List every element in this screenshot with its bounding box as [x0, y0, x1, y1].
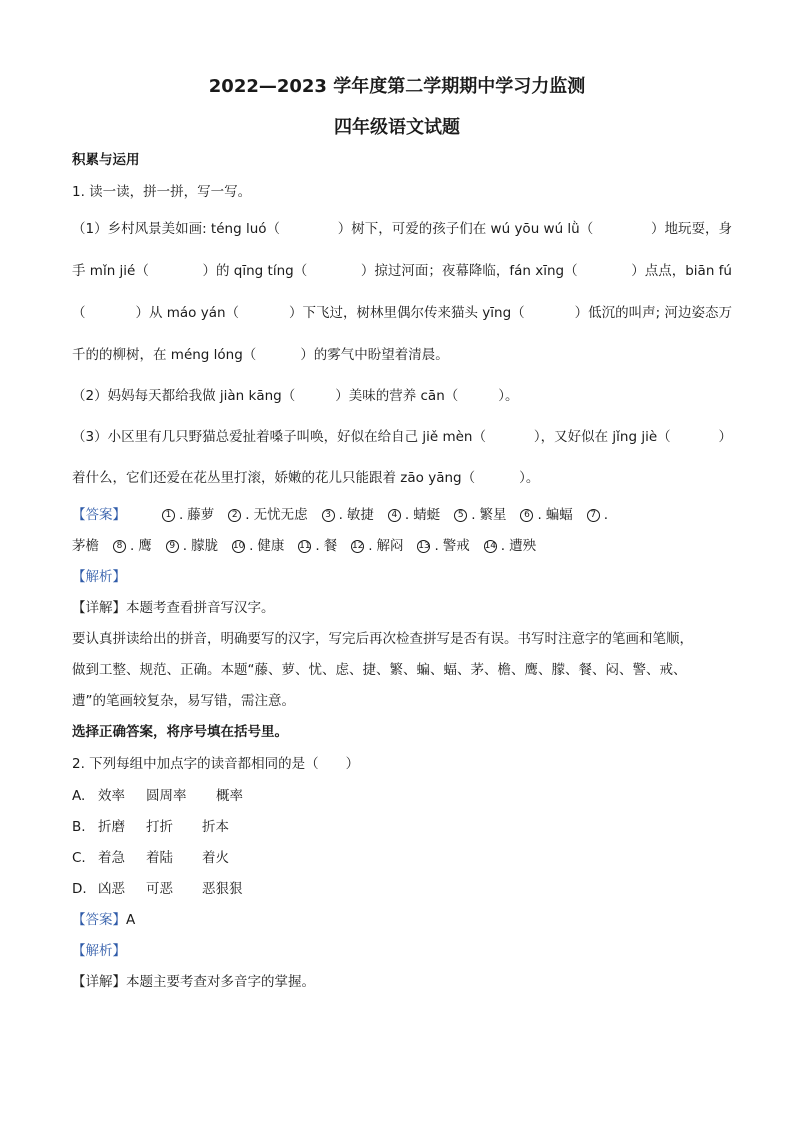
circled-number: 10 — [232, 540, 245, 551]
text-segment: ）。 — [498, 388, 519, 404]
answer-item: 3 . 敏捷 — [322, 505, 374, 525]
text-segment: ）的雾气中盼望着清晨。 — [300, 347, 449, 363]
q1-part2 — [72, 386, 732, 406]
question-2-stem: 2. 下列每组中加点字的读音都相同的是（ ） — [72, 756, 360, 772]
answer-item: 12 . 解闷 — [351, 538, 404, 554]
answer-item: 5 . 繁星 — [454, 505, 506, 525]
section-heading: 选择正确答案，将序号填在括号里。 — [72, 724, 288, 740]
answer-item: 2 . 无忧无虑 — [228, 505, 307, 525]
text-segment: （2）妈妈每天都给我做 jiàn kāng（ — [72, 388, 296, 404]
q1-part3-line1 — [72, 427, 732, 447]
detail-label: 【详解】 — [72, 600, 126, 616]
q1-part1-line4 — [72, 345, 732, 365]
text-segment: 着什么，它们还爱在花丛里打滚，娇嫩的花儿只能跟着 zāo yāng（ — [72, 470, 476, 486]
analysis-body-line: 遭”的笔画较复杂，易写错，需注意。 — [72, 693, 295, 709]
answer-item: 茅檐 — [72, 538, 99, 554]
circled-number: 11 — [299, 540, 311, 551]
text-segment: ）的 qīng tíng（ — [202, 263, 308, 279]
text-segment: 手 mǐn jié（ — [72, 263, 149, 279]
q1-part1-line1 — [72, 219, 732, 239]
circled-number: 8 — [113, 540, 126, 553]
exam-subtitle: 四年级语文试题 — [334, 117, 460, 138]
analysis-body-line: 做到工整、规范、正确。本题“藤、萝、忧、虑、捷、繁、蝙、蝠、茅、檐、鹰、朦、餐、闷、警、戒、 — [72, 662, 687, 678]
q1-part3-line2 — [72, 468, 732, 488]
option-d: D. 凶恶 可恶 恶狠狠 — [72, 881, 243, 897]
text-segment: （1）乡村风景美如画: téng luó（ — [72, 221, 281, 237]
answer-item: 14 . 遭殃 — [484, 538, 537, 554]
analysis-label: 【解析】 — [72, 943, 126, 959]
option-a: A. 效率 圆周率 概率 — [72, 788, 243, 804]
text-segment: 千的的柳树，在 méng lóng（ — [72, 347, 257, 363]
text-segment: ）掠过河面；夜幕降临，fán xīng（ — [360, 263, 578, 279]
exam-title: 2022—2023 学年度第二学期期中学习力监测 — [208, 76, 586, 97]
circled-number: 7 — [587, 509, 600, 522]
circled-number: 6 — [520, 509, 533, 522]
answer-item: 7 . — [587, 505, 608, 525]
answer-1-row1 — [72, 505, 732, 525]
analysis-label: 【解析】 — [72, 569, 126, 585]
circled-number: 13 — [418, 540, 430, 551]
text-segment: ）点点，biān fú — [631, 263, 732, 279]
q1-part1-line3 — [72, 303, 732, 323]
circled-number: 12 — [351, 540, 364, 551]
text-segment: ）。 — [519, 470, 540, 486]
option-b: B. 折磨 打折 折本 — [72, 819, 229, 835]
text-segment: （ — [72, 305, 86, 321]
question-1-stem: 1. 读一读，拼一拼，写一写。 — [72, 184, 252, 200]
text-segment: （3）小区里有几只野猫总爱扯着嗓子叫唤，好似在给自己 jiě mèn（ — [72, 429, 486, 445]
answer-item: 11 . 餐 — [299, 538, 338, 554]
detail-text: 本题考查看拼音写汉字。 — [126, 600, 275, 616]
text-segment: ）低沉的叫声; 河边姿态万 — [574, 305, 732, 321]
answer-item: 13 . 警戒 — [418, 538, 470, 554]
analysis-body-line: 要认真拼读给出的拼音，明确要写的汉字，写完后再次检查拼写是否有误。书写时注意字的笔画和笔顺， — [72, 631, 693, 647]
detail-line — [72, 598, 732, 618]
section-heading: 积累与运用 — [72, 152, 140, 168]
text-segment: ），又好似在 jǐng jiè（ — [533, 429, 671, 445]
circled-number: 2 — [228, 509, 241, 522]
text-segment: ）下飞过，树林里偶尔传来猫头 yīng（ — [289, 305, 525, 321]
answer-item: 4 . 蜻蜓 — [388, 505, 440, 525]
answer-item: 10 . 健康 — [232, 538, 285, 554]
answer-1-row2 — [72, 536, 732, 556]
detail-label: 【详解】 — [72, 974, 126, 990]
text-segment: ） — [718, 429, 732, 445]
answer-2 — [72, 910, 732, 930]
circled-number: 9 — [166, 540, 179, 553]
text-segment: ）树下，可爱的孩子们在 wú yōu wú lǜ（ — [337, 221, 594, 237]
q1-part1-line2 — [72, 261, 732, 281]
answer-value: A — [126, 912, 136, 928]
detail-line — [72, 972, 732, 992]
answer-item: 6 . 蝙蝠 — [520, 505, 572, 525]
text-segment: ）美味的营养 cān（ — [335, 388, 459, 404]
answer-item: 9 . 朦胧 — [166, 536, 218, 556]
option-c: C. 着急 着陆 着火 — [72, 850, 229, 866]
circled-number: 14 — [484, 540, 497, 551]
answer-item: 1 . 藤萝 — [162, 505, 214, 525]
answer-label: 【答案】 — [72, 912, 126, 928]
answer-label: 【答案】 — [72, 507, 126, 523]
detail-text: 本题主要考查对多音字的掌握。 — [126, 974, 315, 990]
answer-item: 8 . 鹰 — [113, 536, 152, 556]
circled-number: 5 — [454, 509, 467, 522]
text-segment: ）从 máo yán（ — [135, 305, 240, 321]
circled-number: 1 — [162, 509, 175, 522]
circled-number: 3 — [322, 509, 335, 522]
circled-number: 4 — [388, 509, 401, 522]
text-segment: ）地玩耍，身 — [651, 221, 732, 237]
